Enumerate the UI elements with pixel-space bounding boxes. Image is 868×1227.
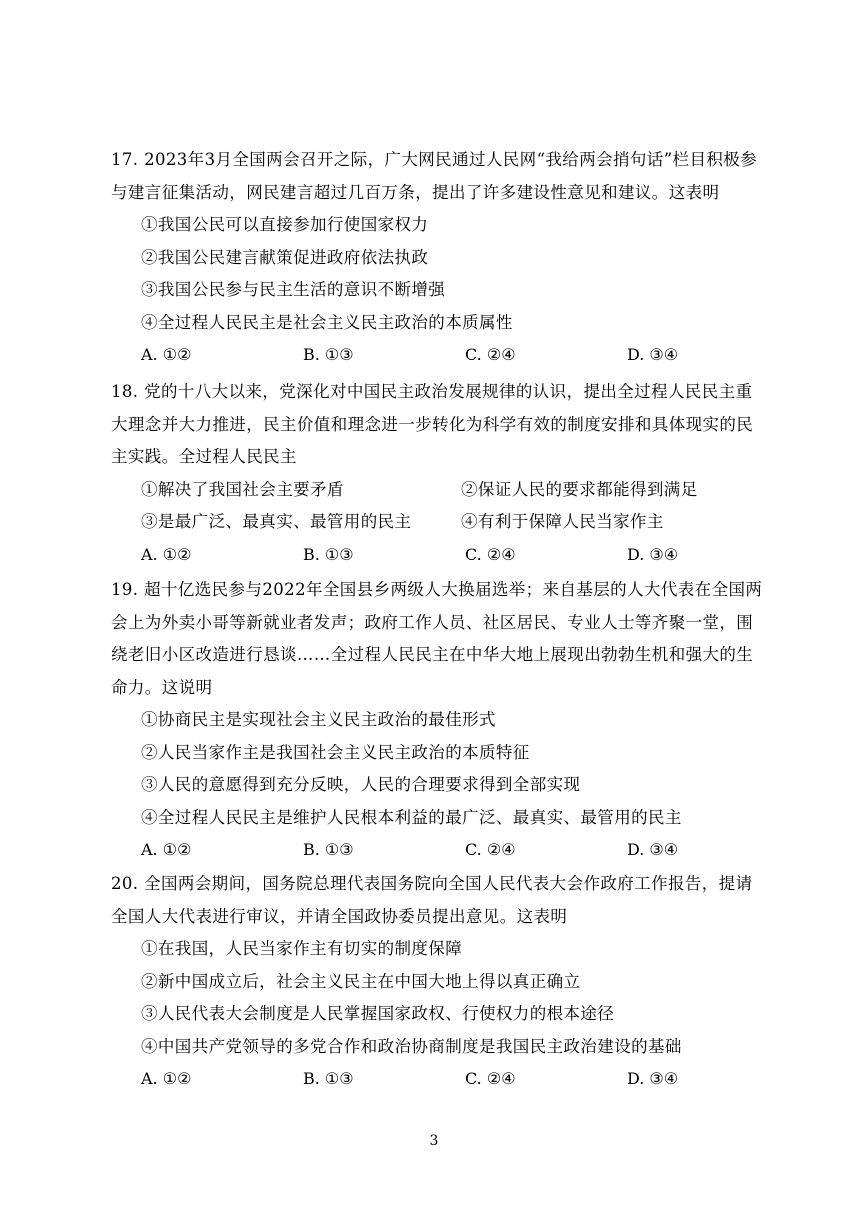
question-stem: 20. 全国两会期间，国务院总理代表国务院向全国人民代表大会作政府工作报告，提请全国人大代表进行审议，并请全国政协委员提出意见。这表明 [111,874,753,926]
statement-2: ②新中国成立后，社会主义民主在中国大地上得以真正确立 [141,971,581,991]
option-a: A. ①② [141,544,192,564]
statement-3: ③人民的意愿得到充分反映，人民的合理要求得到全部实现 [141,775,581,794]
option-d: D. ③④ [627,345,679,364]
answer-options [141,1063,766,1096]
option-c: C. ②④ [465,1069,516,1088]
option-b: B. ①③ [303,544,354,564]
statement-row [141,506,766,539]
question-19 [111,574,766,867]
statement-4: ④有利于保障人民当家作主 [461,512,664,531]
statement-2: ②人民当家作主是我国社会主义民主政治的本质特征 [141,742,530,762]
option-c: C. ②④ [465,345,516,364]
question-20 [111,868,766,1096]
option-b: B. ①③ [303,1069,354,1088]
option-d: D. ③④ [627,544,679,564]
statement-4: ④全过程人民民主是社会主义民主政治的本质属性 [141,312,513,332]
answer-options [141,539,766,572]
statement-4: ④中国共产党领导的多党合作和政治协商制度是我国民主政治建设的基础 [141,1036,682,1056]
option-d: D. ③④ [627,840,679,859]
statement-2: ②我国公民建言献策促进政府依法执政 [141,247,429,267]
statement-3: ③是最广泛、最真实、最管用的民主 [141,512,412,531]
question-stem: 18. 党的十八大以来，党深化对中国民主政治发展规律的认识，提出全过程人民民主重大理念并大力推进，民主价值和理念进一步转化为科学有效的制度安排和具体现实的民主实践。全过程人民民主 [111,382,754,466]
question-18 [111,376,766,571]
question-stem: 17. 2023年3月全国两会召开之际，广大网民通过人民网“我给两会捎句话”栏目积极参与建言征集活动，网民建言超过几百万条，提出了许多建设性意见和建议。这表明 [111,150,758,202]
statement-4: ④全过程人民民主是维护人民根本利益的最广泛、最真实、最管用的民主 [141,807,682,827]
option-b: B. ①③ [303,345,354,364]
option-d: D. ③④ [627,1069,679,1088]
statement-3: ③人民代表大会制度是人民掌握国家政权、行使权力的根本途径 [141,1004,615,1023]
statement-1: ①我国公民可以直接参加行使国家权力 [141,215,429,234]
option-a: A. ①② [141,840,192,859]
option-a: A. ①② [141,1069,192,1088]
option-c: C. ②④ [465,840,516,859]
option-c: C. ②④ [465,544,516,564]
question-17 [111,144,766,372]
option-b: B. ①③ [303,840,354,859]
statement-1: ①协商民主是实现社会主义民主政治的最佳形式 [141,710,496,729]
statement-3: ③我国公民参与民主生活的意识不断增强 [141,280,446,299]
answer-options [141,339,766,372]
answer-options [141,834,766,867]
statement-1: ①在我国，人民当家作主有切实的制度保障 [141,939,463,958]
statement-row [141,474,766,507]
page-number: 3 [429,1133,439,1149]
statement-2: ②保证人民的要求都能得到满足 [461,479,698,499]
option-a: A. ①② [141,345,192,364]
question-stem: 19. 超十亿选民参与2022年全国县乡两级人大换届选举；来自基层的人大代表在全国两会上为外卖小哥等新就业者发声；政府工作人员、社区居民、专业人士等齐聚一堂，围绕老旧小区改造进行恳谈……全过程人民民主在中华大地上展现出勃勃生机和强大的生命力。这说明 [111,580,763,697]
statement-1: ①解决了我国社会主要矛盾 [141,479,344,499]
